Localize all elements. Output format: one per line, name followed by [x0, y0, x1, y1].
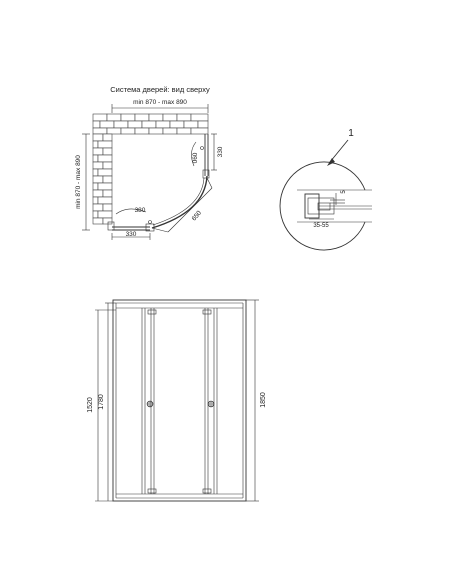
door-handle-right [208, 401, 214, 407]
front-view [87, 300, 267, 501]
dim-1520: 1520 [87, 397, 94, 413]
door-handle-left [147, 401, 153, 407]
dim-650: 650 [190, 209, 204, 223]
dim-330-bottom: 330 [125, 231, 137, 238]
dim-5: 5 [341, 190, 347, 194]
dim-35-55: 35-55 [313, 223, 329, 229]
callout-leader [330, 140, 348, 162]
handle-right [201, 147, 204, 150]
brick-wall-left [93, 134, 112, 224]
top-view-title: Система дверей: вид сверху [110, 85, 210, 94]
brick-wall-top [93, 114, 208, 134]
dim-330-right: 330 [217, 146, 224, 158]
dim-060: 060 [192, 152, 199, 164]
top-view [75, 85, 224, 240]
diagonal-dimension-line [168, 188, 212, 232]
dim-1850: 1850 [260, 392, 267, 408]
width-dimension-label: min 870 - max 890 [133, 99, 187, 106]
dim-1780: 1780 [98, 394, 105, 410]
detail-view [280, 128, 372, 250]
detail-callout-number: 1 [348, 128, 354, 139]
front-frame [113, 300, 246, 501]
height-dimension-label: min 870 - max 890 [75, 155, 82, 209]
dim-380: 380 [134, 207, 146, 214]
handle-bottom [149, 221, 152, 224]
